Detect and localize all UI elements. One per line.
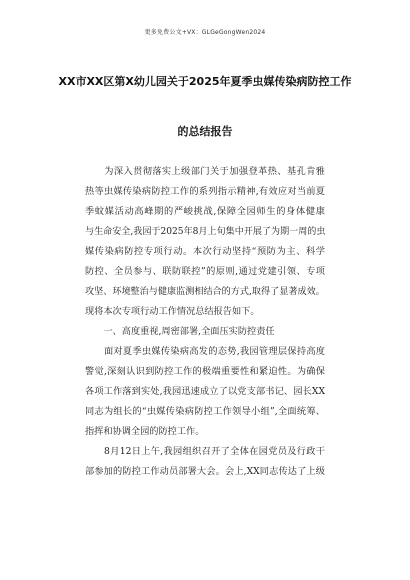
body-line: 防控、全员参与、联防联控”的原则,通过党建引领、专项	[85, 266, 325, 277]
body-line: 热等虫媒传染病防控工作的系列指示精神,有效应对当前夏	[85, 186, 325, 197]
body-line: 现将本次专项行动工作情况总结报告如下。	[85, 306, 260, 317]
section-heading: 一、高度重视,周密部署,全面压实防控责任	[85, 326, 275, 337]
body-line: 攻坚、环境整治与健康监测相结合的方式,取得了显著成效。	[85, 286, 325, 297]
body-line: 警觉,深刻认识到防控工作的极端重要性和紧迫性。为确保	[85, 366, 325, 377]
body-line: 各项工作落到实处,我园迅速成立了以党支部书记、园长XX	[85, 386, 325, 397]
header-note: 更多免费公文+VX：GLGeGongWen2024	[144, 29, 266, 36]
document-title-line-1: XX市XX区第X幼儿园关于2025年夏季虫媒传染病防控工作	[58, 75, 352, 88]
body-line: 指挥和协调全园的防控工作。	[85, 426, 205, 437]
body-line: 部参加的防控工作动员部署大会。会上,XX同志传达了上级	[85, 466, 325, 477]
body-line: 同志为组长的“虫媒传染病防控工作领导小组”,全面统筹、	[85, 406, 325, 417]
body-line: 季蚊媒活动高峰期的严峻挑战,保障全园师生的身体健康	[85, 206, 325, 217]
body-line: 为深入贯彻落实上级部门关于加强登革热、基孔肯雅	[85, 166, 325, 177]
body-line: 8月12日上午,我园组织召开了全体在园党员及行政干	[85, 446, 325, 457]
body-line: 与生命安全,我园于2025年8月上旬集中开展了为期一周的虫	[85, 226, 326, 237]
document-title-line-2: 的总结报告	[177, 125, 233, 138]
body-line: 媒传染病防控专项行动。本次行动坚持“预防为主、科学	[85, 246, 325, 257]
body-line: 面对夏季虫媒传染病高发的态势,我园管理层保持高度	[85, 346, 325, 357]
